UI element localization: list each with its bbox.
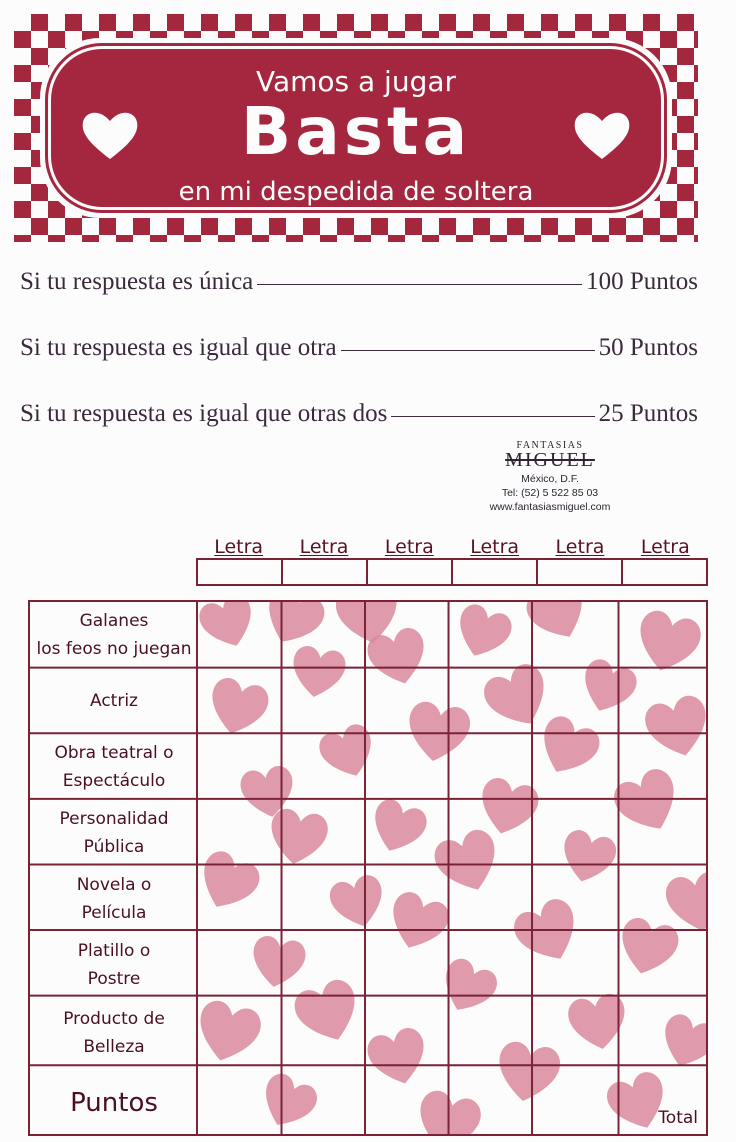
letter-boxes (196, 558, 708, 586)
letter-label: Letra (299, 536, 349, 558)
category-line: Película (81, 903, 147, 923)
banner-plaque (40, 38, 672, 218)
category-obra-teatral (30, 734, 198, 800)
rule-row (20, 268, 698, 334)
letter-label: Letra (384, 536, 434, 558)
category-line: Obra teatral o (54, 743, 174, 763)
store-name: MIGUEL (505, 449, 595, 471)
letter-label: Letra (470, 536, 520, 558)
category-actriz (30, 668, 198, 734)
store-website: www.fantasiasmiguel.com (489, 501, 611, 513)
category-line: Galanes (79, 611, 149, 631)
scoring-rules (20, 268, 698, 466)
rule-divider (391, 416, 594, 417)
store-city: México, D.F. (521, 473, 579, 485)
store-phone: Tel: (52) 5 522 85 03 (501, 487, 599, 499)
category-line: Postre (87, 969, 141, 989)
letter-label: Letra (214, 536, 264, 558)
letter-box[interactable] (623, 560, 706, 584)
letter-labels (196, 536, 708, 558)
letter-box[interactable] (198, 560, 283, 584)
rule-text: Si tu respuesta es igual que otra (20, 334, 337, 361)
category-novela (30, 866, 198, 932)
rule-points: 25 Puntos (598, 400, 698, 427)
rule-divider (341, 350, 595, 351)
letter-box[interactable] (538, 560, 623, 584)
letter-header (196, 536, 708, 586)
rule-row (20, 334, 698, 400)
store-line-1: FANTASIAS (516, 440, 584, 451)
points-row-label (30, 1068, 198, 1136)
banner-top-line: Vamos a jugar (255, 65, 457, 98)
banner-subtitle: en mi despedida de soltera (178, 177, 534, 207)
letter-box[interactable] (368, 560, 453, 584)
category-line: Platillo o (77, 941, 151, 961)
letter-label: Letra (640, 536, 690, 558)
banner-title: Basta (240, 93, 472, 170)
letter-label: Letra (555, 536, 605, 558)
category-galanes (30, 602, 198, 668)
header-banner (14, 14, 698, 242)
rule-points: 100 Puntos (586, 268, 698, 295)
rule-divider (257, 284, 582, 285)
points-label: Puntos (70, 1088, 158, 1118)
category-producto (30, 998, 198, 1068)
category-personalidad (30, 800, 198, 866)
total-label: Total (658, 1108, 698, 1128)
category-line: Actriz (90, 691, 138, 711)
category-line: Novela o (76, 875, 152, 895)
category-line: los feos no juegan (36, 639, 192, 659)
store-logo (468, 440, 632, 514)
category-line: Pública (83, 837, 145, 857)
letter-box[interactable] (453, 560, 538, 584)
category-line: Personalidad (59, 809, 169, 829)
letter-box[interactable] (283, 560, 368, 584)
category-platillo (30, 932, 198, 998)
banner-plaque-inner (48, 46, 664, 210)
rule-text: Si tu respuesta es única (20, 268, 254, 295)
answer-grid (28, 600, 708, 1136)
category-line: Espectáculo (62, 771, 166, 791)
category-line: Producto de (63, 1009, 165, 1029)
rule-points: 50 Puntos (598, 334, 698, 361)
rule-text: Si tu respuesta es igual que otras dos (20, 400, 388, 427)
category-line: Belleza (83, 1037, 145, 1057)
